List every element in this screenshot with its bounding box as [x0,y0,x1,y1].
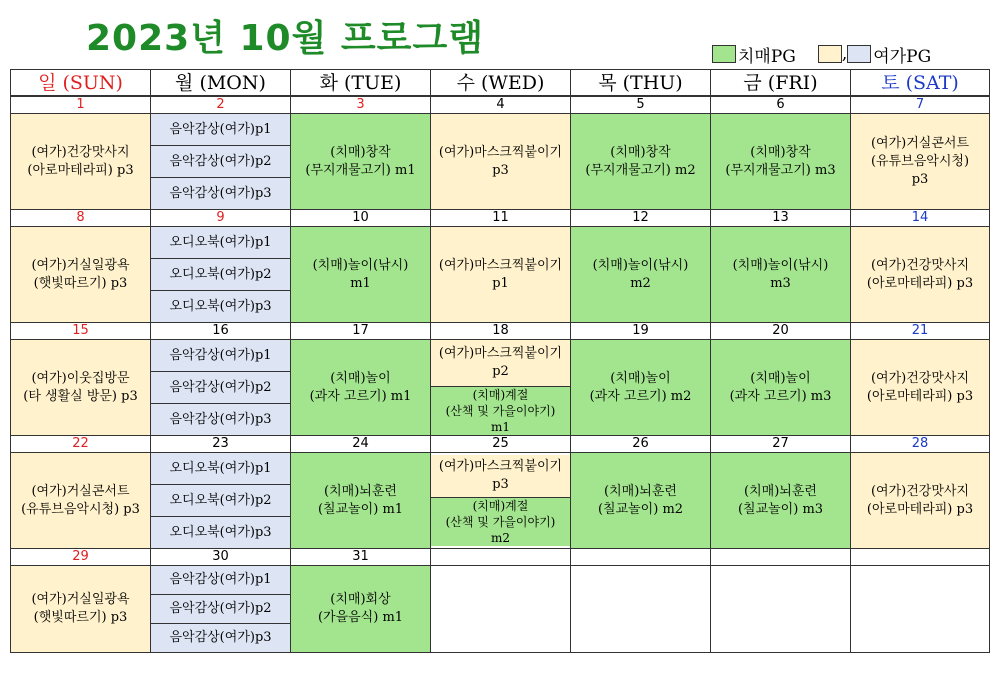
date-cell: 26 [571,436,711,453]
program-cell: (치매)뇌훈련 (칠교놀이) m3 [711,453,851,549]
program-cell: 음악감상(여가)p2 [151,595,291,624]
program-cell: 오디오북(여가)p1 [151,453,291,485]
program-cell: 음악감상(여가)p1 [151,114,291,146]
program-cell: 오디오북(여가)p2 [151,485,291,517]
weekday-header-row [11,70,990,97]
date-row [11,549,990,566]
legend-comma: , [841,44,848,64]
program-cell: (치매)놀이 (과자 고르기) m1 [291,340,431,436]
program-cell: (치매)놀이 (과자 고르기) m2 [571,340,711,436]
header-thu: 목 (THU) [571,70,711,97]
program-cell-leisure: (여가)마스크찍붙이기 p3 [431,455,570,498]
program-cell: (여가)거실콘서트 (유튜브음악시청) p3 [11,453,151,549]
program-cell: (여가)거실일광욕 (햇빛따르기) p3 [11,227,151,323]
header-sat: 토 (SAT) [851,70,990,97]
program-cell: (여가)건강맛사지 (아로마테라피) p3 [11,114,151,210]
date-cell: 5 [571,96,711,114]
program-cell: (치매)놀이(낚시) m1 [291,227,431,323]
date-cell: 2 [151,96,291,114]
program-cell: (여가)건강맛사지 (아로마테라피) p3 [851,453,990,549]
date-cell [431,549,571,566]
header-sun: 일 (SUN) [11,70,151,97]
date-cell: 12 [571,210,711,227]
date-cell: 22 [11,436,151,453]
program-cell: (여가)건강맛사지 (아로마테라피) p3 [851,340,990,436]
program-cell: (치매)창작 (무지개물고기) m1 [291,114,431,210]
program-cell-dementia: (치매)계절 (산책 및 가을이야기) m1 [431,387,570,435]
date-cell: 6 [711,96,851,114]
program-cell: (여가)마스크찍붙이기 p3 [431,114,571,210]
program-cell: (여가)거실일광욕 (햇빛따르기) p3 [11,566,151,653]
program-cell: 음악감상(여가)p3 [151,178,291,210]
date-cell: 29 [11,549,151,566]
date-cell [711,549,851,566]
date-cell: 28 [851,436,990,453]
date-cell [571,549,711,566]
date-cell: 11 [431,210,571,227]
date-cell: 23 [151,436,291,453]
program-row [11,453,990,485]
header-wed: 수 (WED) [431,70,571,97]
header-tue: 화 (TUE) [291,70,431,97]
program-cell: (치매)놀이(낚시) m2 [571,227,711,323]
date-cell [851,549,990,566]
date-cell: 3 [291,96,431,114]
date-row [11,96,990,114]
program-cell-dementia: (치매)계절 (산책 및 가을이야기) m2 [431,498,570,546]
program-cell: 오디오북(여가)p3 [151,291,291,323]
date-cell: 10 [291,210,431,227]
program-cell-leisure: (여가)마스크찍붙이기 p2 [431,340,570,387]
date-cell: 30 [151,549,291,566]
program-cell: (치매)회상 (가을음식) m1 [291,566,431,653]
program-cell: 음악감상(여가)p3 [151,624,291,653]
program-cell: (치매)창작 (무지개물고기) m3 [711,114,851,210]
date-cell: 19 [571,323,711,340]
program-cell: (치매)창작 (무지개물고기) m2 [571,114,711,210]
program-cell: (치매)놀이(낚시) m3 [711,227,851,323]
calendar-table [10,69,990,653]
program-cell: (여가)건강맛사지 (아로마테라피) p3 [851,227,990,323]
program-row [11,114,990,146]
header-mon: 월 (MON) [151,70,291,97]
date-row [11,210,990,227]
program-cell: 오디오북(여가)p1 [151,227,291,259]
date-cell: 4 [431,96,571,114]
date-cell: 24 [291,436,431,453]
date-cell: 1 [11,96,151,114]
empty-cell [571,566,711,653]
date-cell: 18 [431,323,571,340]
program-cell: (치매)놀이 (과자 고르기) m3 [711,340,851,436]
program-row [11,340,990,372]
date-row [11,323,990,340]
date-cell: 13 [711,210,851,227]
program-cell: (치매)뇌훈련 (칠교놀이) m2 [571,453,711,549]
program-cell: 음악감상(여가)p2 [151,372,291,404]
program-cell: 음악감상(여가)p2 [151,146,291,178]
program-cell: 음악감상(여가)p1 [151,340,291,372]
date-cell: 7 [851,96,990,114]
legend-label-leisure: 여가PG [873,46,932,67]
program-cell: 오디오북(여가)p2 [151,259,291,291]
program-cell: (여가)거실콘서트 (유튜브음악시청) p3 [851,114,990,210]
header-fri: 금 (FRI) [711,70,851,97]
date-cell: 20 [711,323,851,340]
date-cell: 9 [151,210,291,227]
program-row [11,227,990,259]
page-title: 2023년 10월 프로그램 [86,18,485,59]
program-cell-split [431,340,571,436]
program-cell-split [431,453,571,549]
legend-label-dementia: 치매PG [738,46,796,67]
empty-cell [431,566,571,653]
empty-cell [711,566,851,653]
date-cell: 21 [851,323,990,340]
program-cell: 음악감상(여가)p3 [151,404,291,436]
date-cell: 15 [11,323,151,340]
date-cell: 16 [151,323,291,340]
date-row [11,436,990,453]
program-cell: 오디오북(여가)p3 [151,517,291,549]
empty-cell [851,566,990,653]
legend-swatch-leisure-yellow [818,45,842,63]
date-cell: 25 [431,436,571,453]
legend-swatch-leisure-blue [847,45,871,63]
program-cell: (여가)마스크찍붙이기 p1 [431,227,571,323]
date-cell: 17 [291,323,431,340]
date-cell: 31 [291,549,431,566]
program-cell: 음악감상(여가)p1 [151,566,291,595]
program-row [11,566,990,595]
program-cell: (치매)뇌훈련 (칠교놀이) m1 [291,453,431,549]
legend [712,44,937,67]
legend-swatch-dementia [712,45,736,63]
date-cell: 14 [851,210,990,227]
date-cell: 27 [711,436,851,453]
date-cell: 8 [11,210,151,227]
program-cell: (여가)이웃집방문 (타 생활실 방문) p3 [11,340,151,436]
